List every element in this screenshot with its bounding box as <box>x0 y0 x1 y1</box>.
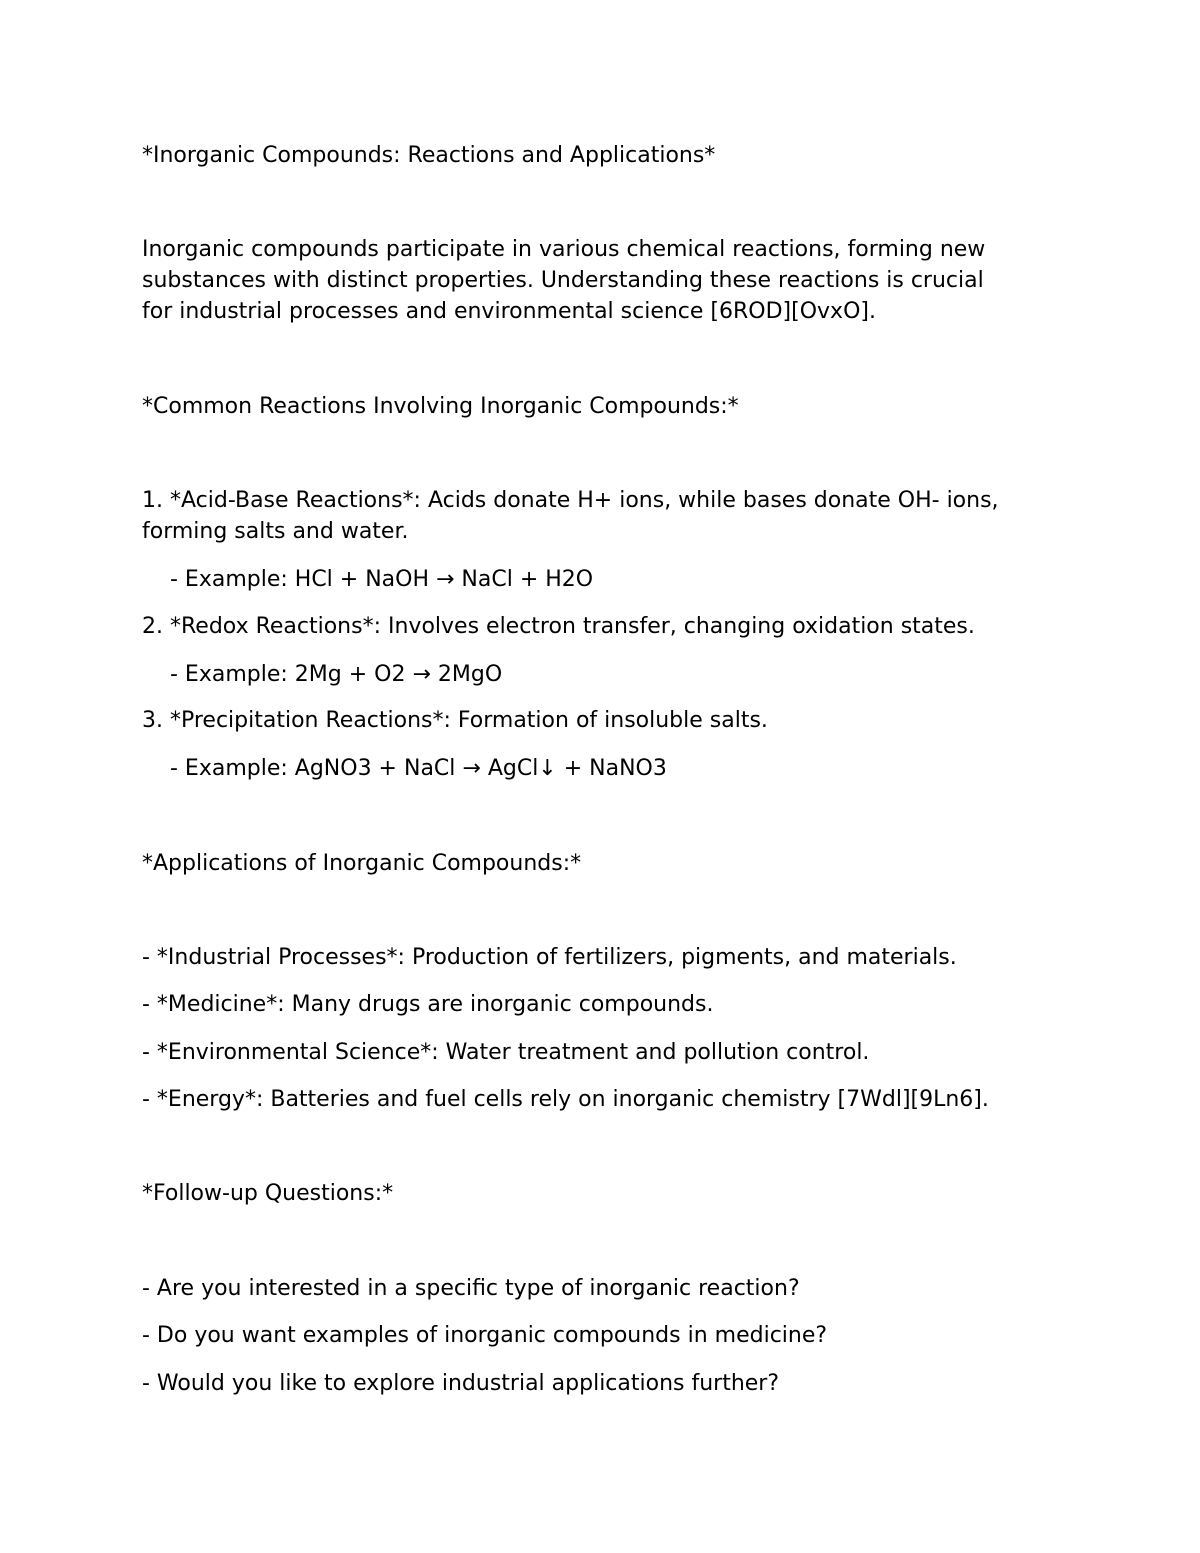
reaction-item-redox: 2. *Redox Reactions*: Involves electron transfer, changing oxidation states. <box>142 614 975 639</box>
followup-item: - Do you want examples of inorganic compounds in medicine? <box>142 1323 828 1348</box>
reactions-heading: *Common Reactions Involving Inorganic Compounds:* <box>142 394 739 419</box>
intro-line: for industrial processes and environmental science [6ROD][OvxO]. <box>142 299 876 324</box>
application-item: - *Industrial Processes*: Production of fertilizers, pigments, and materials. <box>142 945 957 970</box>
applications-heading: *Applications of Inorganic Compounds:* <box>142 851 582 876</box>
followup-item: - Are you interested in a specific type of inorganic reaction? <box>142 1276 800 1301</box>
document-title: *Inorganic Compounds: Reactions and Applications* <box>142 143 716 168</box>
application-item: - *Environmental Science*: Water treatment and pollution control. <box>142 1040 870 1065</box>
reaction-example-precipitation: - Example: AgNO3 + NaCl → AgCl↓ + NaNO3 <box>170 756 667 781</box>
intro-line: Inorganic compounds participate in various chemical reactions, forming new <box>142 237 986 262</box>
intro-line: substances with distinct properties. Understanding these reactions is crucial <box>142 268 984 293</box>
reaction-item-precipitation: 3. *Precipitation Reactions*: Formation of insoluble salts. <box>142 708 768 733</box>
followup-heading: *Follow-up Questions:* <box>142 1181 394 1206</box>
application-item: - *Medicine*: Many drugs are inorganic compounds. <box>142 992 714 1017</box>
reaction-example-redox: - Example: 2Mg + O2 → 2MgO <box>170 662 503 687</box>
reaction-item-acid-base-continued: forming salts and water. <box>142 519 409 544</box>
reaction-example-acid-base: - Example: HCl + NaOH → NaCl + H2O <box>170 567 594 592</box>
application-item: - *Energy*: Batteries and fuel cells rely on inorganic chemistry [7Wdl][9Ln6]. <box>142 1087 989 1112</box>
reaction-item-acid-base: 1. *Acid-Base Reactions*: Acids donate H+ ions, while bases donate OH- ions, <box>142 488 999 513</box>
followup-item: - Would you like to explore industrial applications further? <box>142 1371 780 1396</box>
